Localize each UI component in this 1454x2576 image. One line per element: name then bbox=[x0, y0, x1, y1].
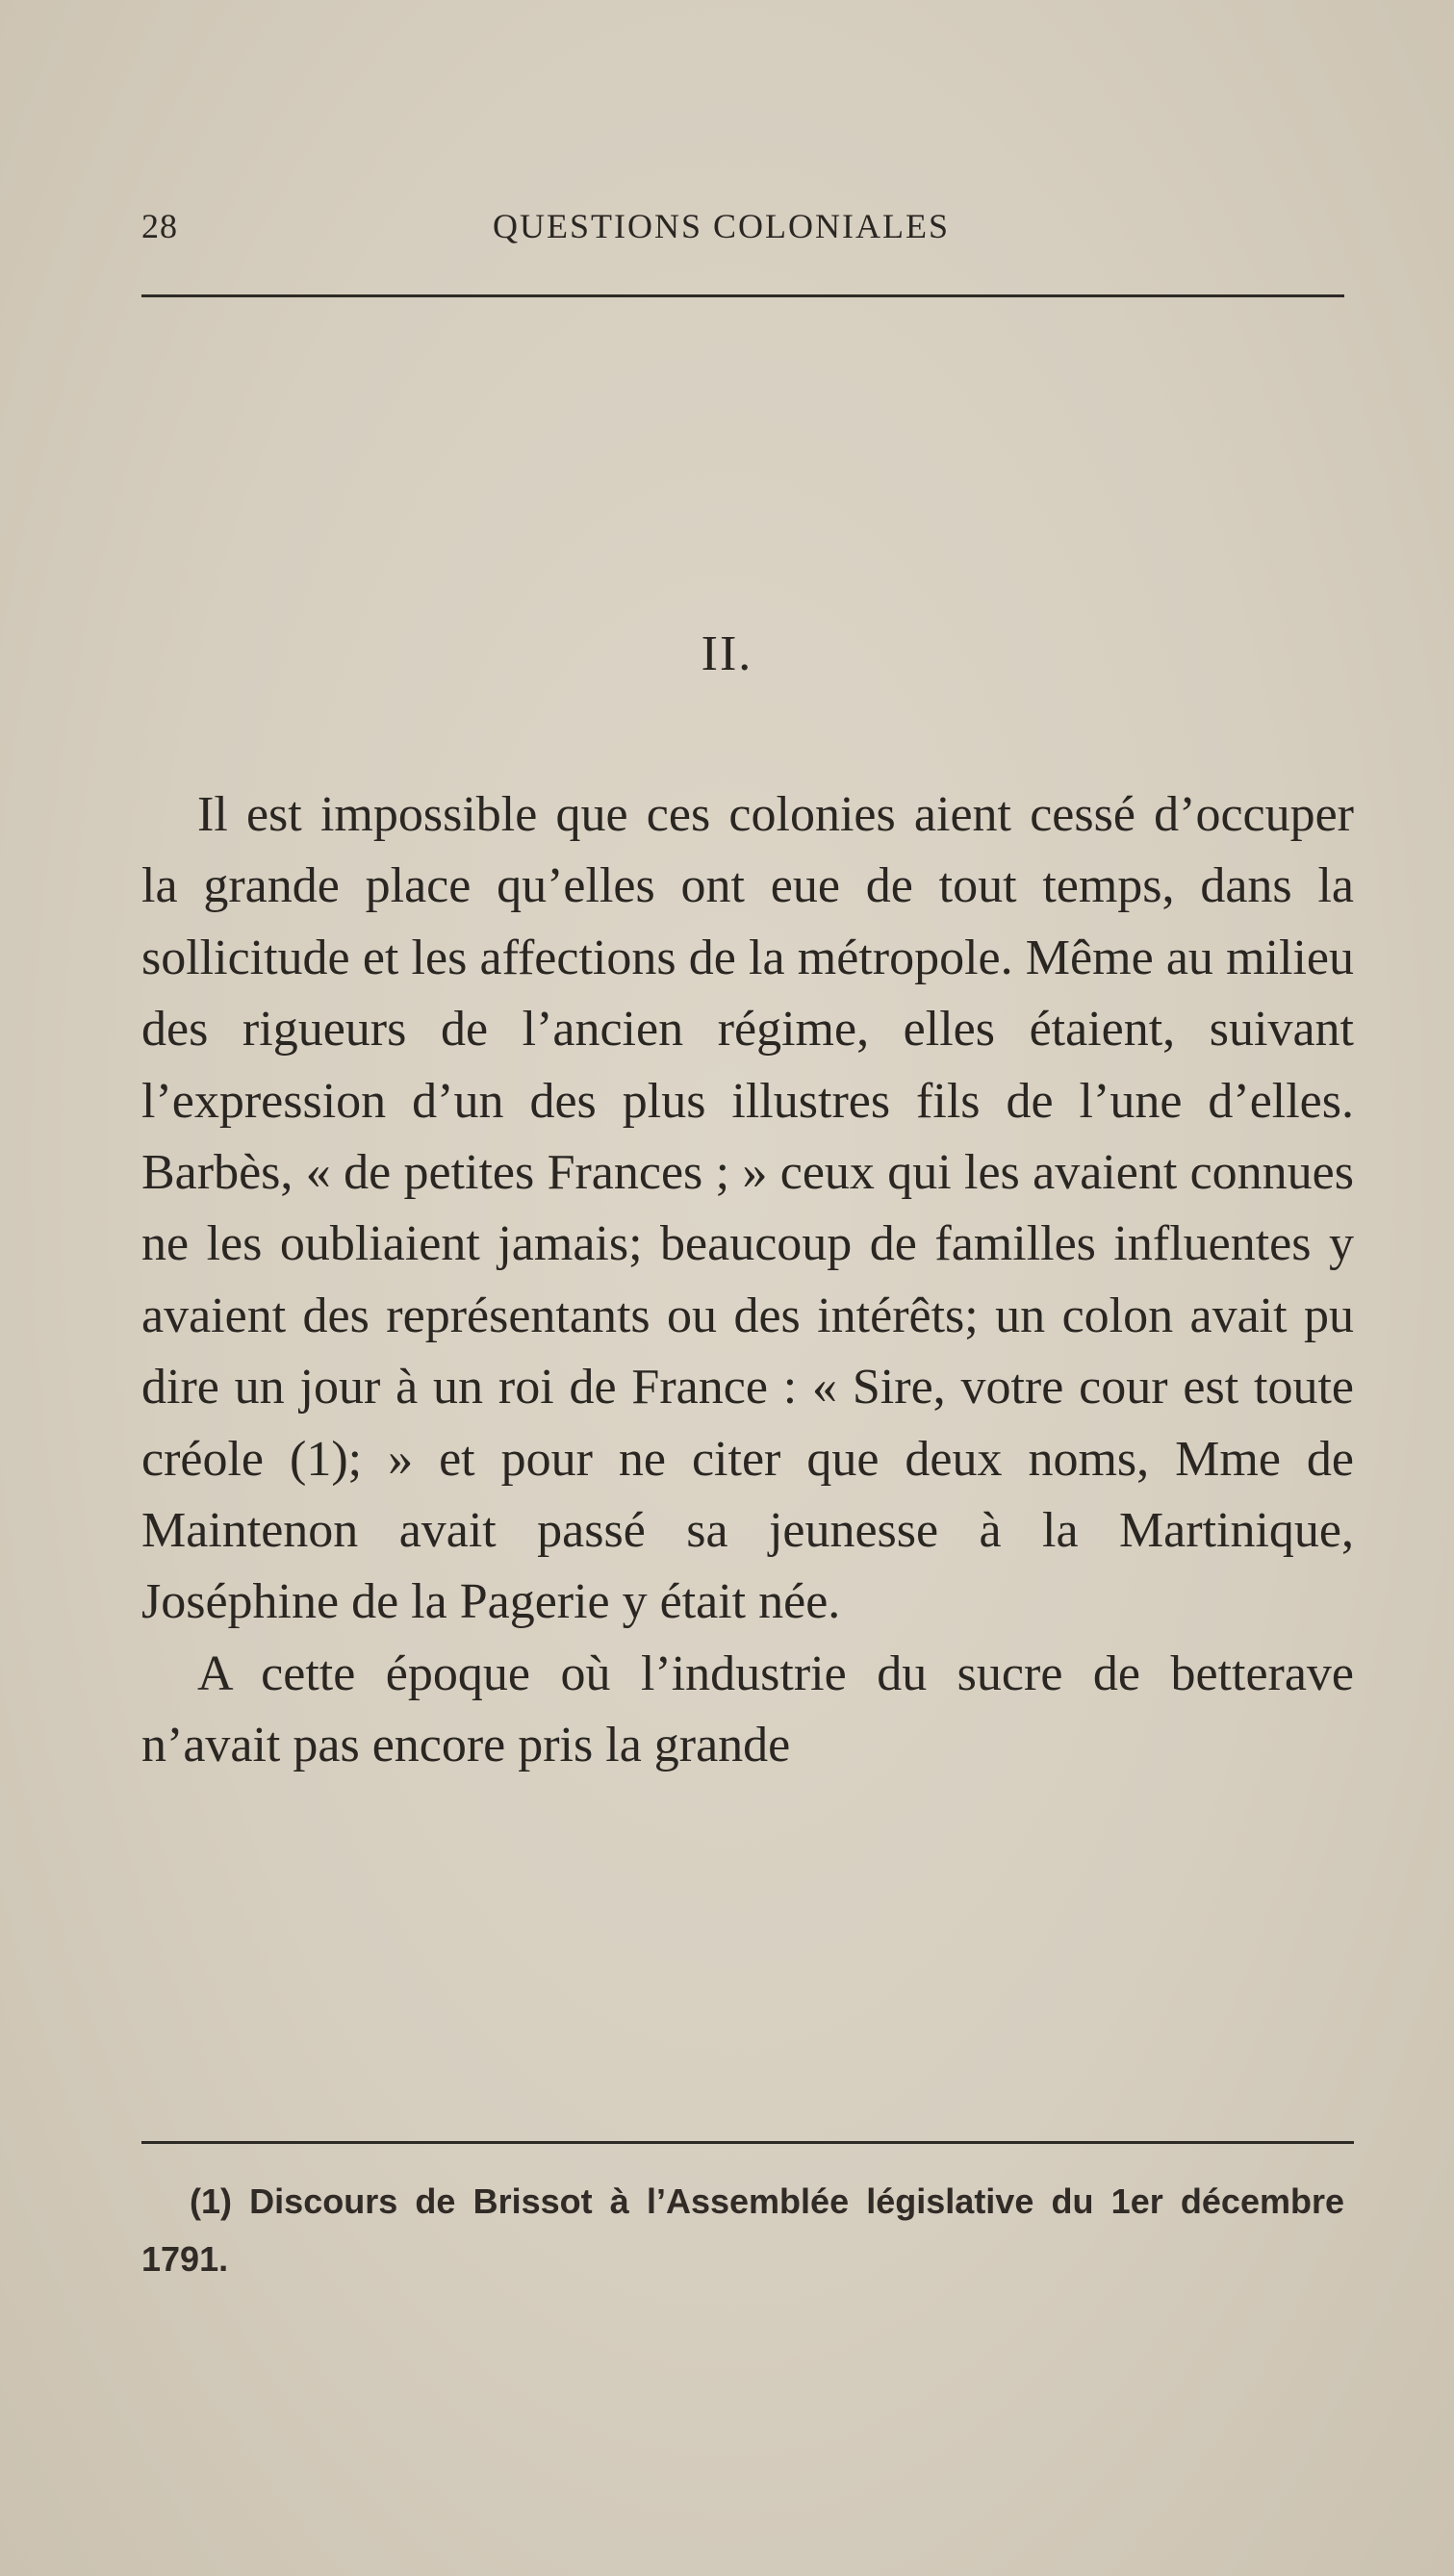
footnote: (1) Discours de Brissot à l’Assemblée législative du 1er décembre 1791. bbox=[141, 2181, 1344, 2279]
footnote-rule bbox=[141, 2141, 1354, 2144]
paragraph-2: A cette époque où l’industrie du sucre de betterave n’avait pas encore pris la grande bbox=[141, 1645, 1354, 1773]
paragraph-1: Il est impossible que ces colonies aient cessé d’occuper la grande place qu’elles ont eue de tout temps, dans la sollicitude et les affections de la métropole. Même au milieu des rigueurs de l’ancien régime, elles étaient, suivant l’expression d’un des plus illustres fils de l’une d’elles. Barbès, « de petites Frances ; » ceux qui les avaient connues ne les oubliaient jamais; beaucoup de familles influentes y avaient des représentants ou des intérêts; un colon avait pu dire un jour à un roi de France : « Sire, votre cour est toute créole (1); » et pour ne citer que deux noms, Mme de Maintenon avait passé sa jeunesse à la Martinique, Joséphine de la Pagerie y était née. bbox=[141, 787, 1354, 1630]
body-text bbox=[141, 779, 1354, 1782]
page-number: 28 bbox=[141, 207, 178, 245]
header-rule bbox=[141, 294, 1344, 297]
running-title: QUESTIONS COLONIALES bbox=[493, 207, 950, 245]
section-heading: II. bbox=[701, 626, 753, 681]
page-header bbox=[141, 206, 1344, 264]
